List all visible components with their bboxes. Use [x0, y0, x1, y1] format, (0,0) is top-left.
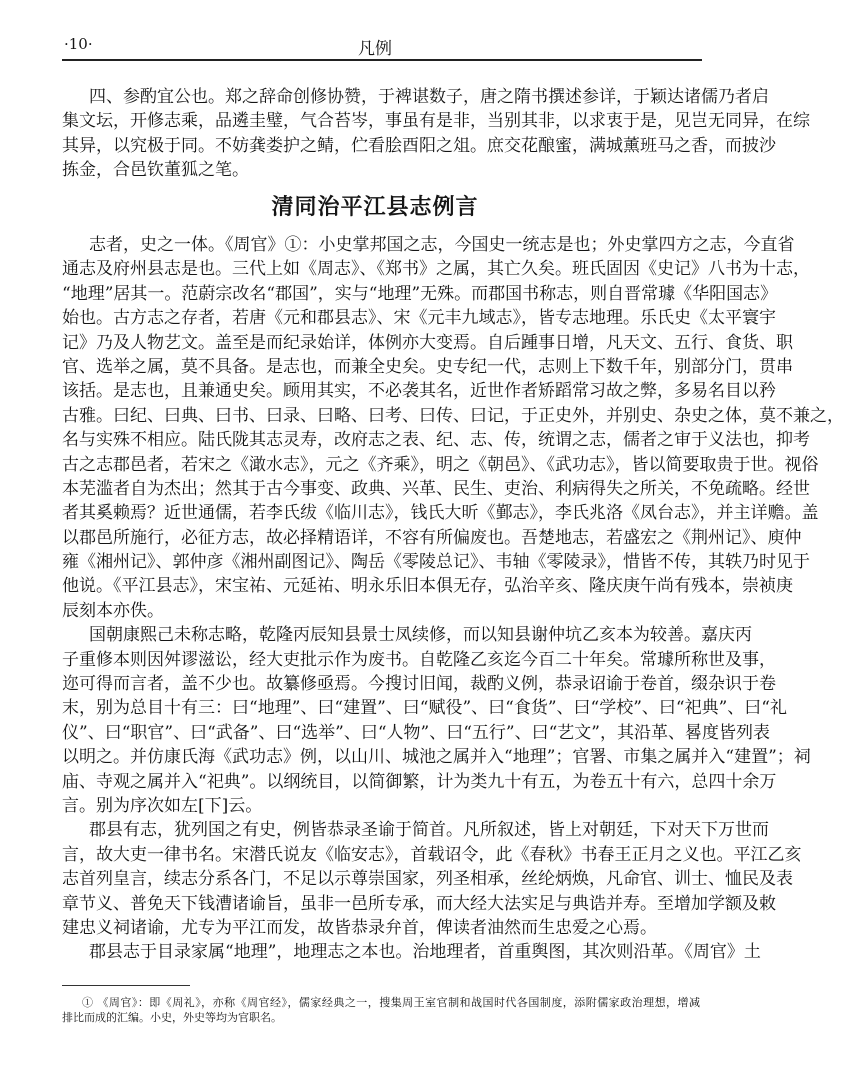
- text-line: 古雅。曰纪、曰典、曰书、曰录、曰略、曰考、曰传、曰记，于正史外，并别史、杂史之体，莫不兼之，: [62, 405, 844, 426]
- text-line: 拣金，合邑钦董狐之笔。: [62, 160, 249, 181]
- text-line: 郡县有志，犹列国之有史，例皆恭录圣谕于简首。凡所叙述，皆上对朝廷，下对天下万世而: [89, 820, 769, 841]
- text-line: 庙、寺观之属并入“祀典”。以纲统目，以简御繁，计为类九十有五，为卷五十有六，总四十余万: [62, 771, 777, 792]
- text-line: 辰刻本亦佚。: [62, 600, 164, 621]
- paragraph: [62, 940, 761, 964]
- text-line: 集文坛，开修志乘，品遴圭璧，气合苔岑，事虽有是非，当别其非，以求衷于是，见岂无同异，在综: [62, 111, 810, 132]
- text-line: 始也。古方志之存者，若唐《元和郡县志》、宋《元丰九域志》，皆专志地理。乐氏史《太平寰宇: [62, 308, 776, 329]
- text-line: 他说。《平江县志》，宋宝祐、元延祐、明永乐旧本俱无存，弘治辛亥、隆庆庚午尚有残本，崇祯庚: [62, 576, 793, 597]
- footnote-rule: [62, 985, 190, 986]
- page-number: ·10·: [64, 35, 93, 53]
- text-line: 仪”、曰“职官”、曰“武备”、曰“选举”、曰“人物”、曰“五行”、曰“艺文”，其沿革、晷度皆列表: [62, 722, 770, 743]
- footnote: [62, 995, 700, 1025]
- text-line: 言，故大吏一律书名。宋潜氏说友《临安志》，首载诏令，此《春秋》书春王正月之义也。平江乙亥: [62, 844, 802, 865]
- text-line: ① 《周官》：即《周礼》，亦称《周官经》，儒家经典之一，搜集周王室官制和战国时代各国制度，添附儒家政治理想，增减: [82, 996, 700, 1009]
- text-line: 四、参酌宜公也。郑之辞命创修协赞，于裨谌数子，唐之隋书撰述参详，于颖达诸儒乃者启: [89, 87, 769, 107]
- text-line: 其异，以究极于同。不妨龚娄护之鲭，伫看脍酉阳之俎。庶交花酿蜜，满城薰班马之香，而披沙: [62, 135, 776, 156]
- intro-paragraph: [62, 85, 810, 183]
- text-line: “地理”居其一。范蔚宗改名“郡国”，实与“地理”无殊。而郡国书称志，则自晋常璩《华阳国志》: [62, 283, 778, 304]
- text-line: 言。别为序次如左[下]云。: [62, 795, 263, 816]
- text-line: 该括。是志也，且兼通史矣。顾用其实，不必袭其名，近世作者矫蹈常习故之弊，多易名目以矜: [62, 381, 776, 402]
- body-text: [62, 233, 844, 965]
- paragraph: [62, 85, 810, 183]
- header-rule: [62, 59, 702, 61]
- footnote-text: [62, 995, 700, 1025]
- text-line: 子重修本则因舛谬滋讼，经大吏批示作为废书。自乾隆乙亥迄今百二十年矣。常璩所称世及事，: [62, 649, 776, 670]
- section-title: 清同治平江县志例言: [271, 194, 479, 220]
- text-line: 本芜滥者自为杰出；然其于古今事变、政典、兴革、民生、吏治、利病得失之所关，不免疏略。经世: [62, 478, 810, 499]
- paragraph: [62, 818, 802, 940]
- text-line: 者其奚赖焉？近世通儒，若李氏绂《临川志》，钱氏大昕《鄞志》，李氏兆洛《凤台志》，并主详赡。盖: [62, 503, 819, 524]
- text-line: 志者，史之一体。《周官》①：小史掌邦国之志，今国史一统志是也；外史掌四方之志，今直省: [89, 235, 795, 255]
- text-line: 通志及府州县志是也。三代上如《周志》、《郑书》之属，其亡久矣。班氏固因《史记》八书为十志，: [62, 259, 810, 280]
- text-line: 章节义、普免天下钱漕诸谕旨，虽非一邑所专承，而大经大法实足与典诰并寿。至增加学额及敕: [62, 893, 776, 914]
- text-line: 记》乃及人物艺文。盖至是而纪录始详，体例亦大变焉。自后踵事日增，凡天文、五行、食货、职: [62, 332, 793, 353]
- text-line: 名与实殊不相应。陆氏陇其志灵寿，改府志之表、纪、志、传，统谓之志，儒者之审于义法也，抑考: [62, 430, 810, 451]
- text-line: 古之志郡邑者，若宋之《澉水志》，元之《齐乘》，明之《朝邑》、《武功志》，皆以简要取贵于世。视俗: [62, 454, 819, 475]
- paragraph: [62, 623, 811, 818]
- text-line: 国朝康熙己未称志略，乾隆丙辰知县景士凤续修，而以知县谢仲坑乙亥本为较善。嘉庆丙: [89, 625, 752, 646]
- text-line: 排比而成的汇编。小史，外史等均为官职名。: [62, 1011, 282, 1024]
- text-line: 志首列皇言，续志分系各门，不足以示尊崇国家，列圣相承，丝纶炳焕，凡命官、训士、恤民及表: [62, 869, 793, 890]
- text-line: 迩可得而言者，盖不少也。故纂修亟焉。今搜讨旧闻，裁酌义例，恭录诏谕于卷首，缀杂识于卷: [62, 674, 776, 695]
- text-line: 末，别为总目十有三：曰“地理”、曰“建置”、曰“赋役”、曰“食货”、曰“学校”、曰“祀典”、曰“礼: [62, 698, 787, 719]
- text-line: 以明之。并仿康氏海《武功志》例，以山川、城池之属并入“地理”；官署、市集之属并入“建置”；祠: [62, 747, 811, 768]
- text-line: 官、选举之属，莫不具备。是志也，而兼全史矣。史专纪一代，志则上下数千年，别部分门，贯串: [62, 356, 793, 377]
- text-line: 雍《湘州记》、郭仲彦《湘州副图记》、陶岳《零陵总记》、韦轴《零陵录》，惜皆不传，其轶乃时见于: [62, 552, 810, 573]
- paragraph: [62, 233, 844, 623]
- text-line: 建忠义祠诸谕，尤专为平江而发，故皆恭录弁首，俾读者油然而生忠爱之心焉。: [62, 917, 657, 938]
- text-line: 郡县志于目录家属“地理”，地理志之本也。治地理者，首重舆图，其次则沿革。《周官》土: [89, 942, 761, 963]
- running-head: 凡例: [358, 39, 392, 59]
- text-line: 以郡邑所施行，必征方志，故必择精语详，不容有所偏废也。吾楚地志，若盛宏之《荆州记》、庾仲: [62, 527, 802, 548]
